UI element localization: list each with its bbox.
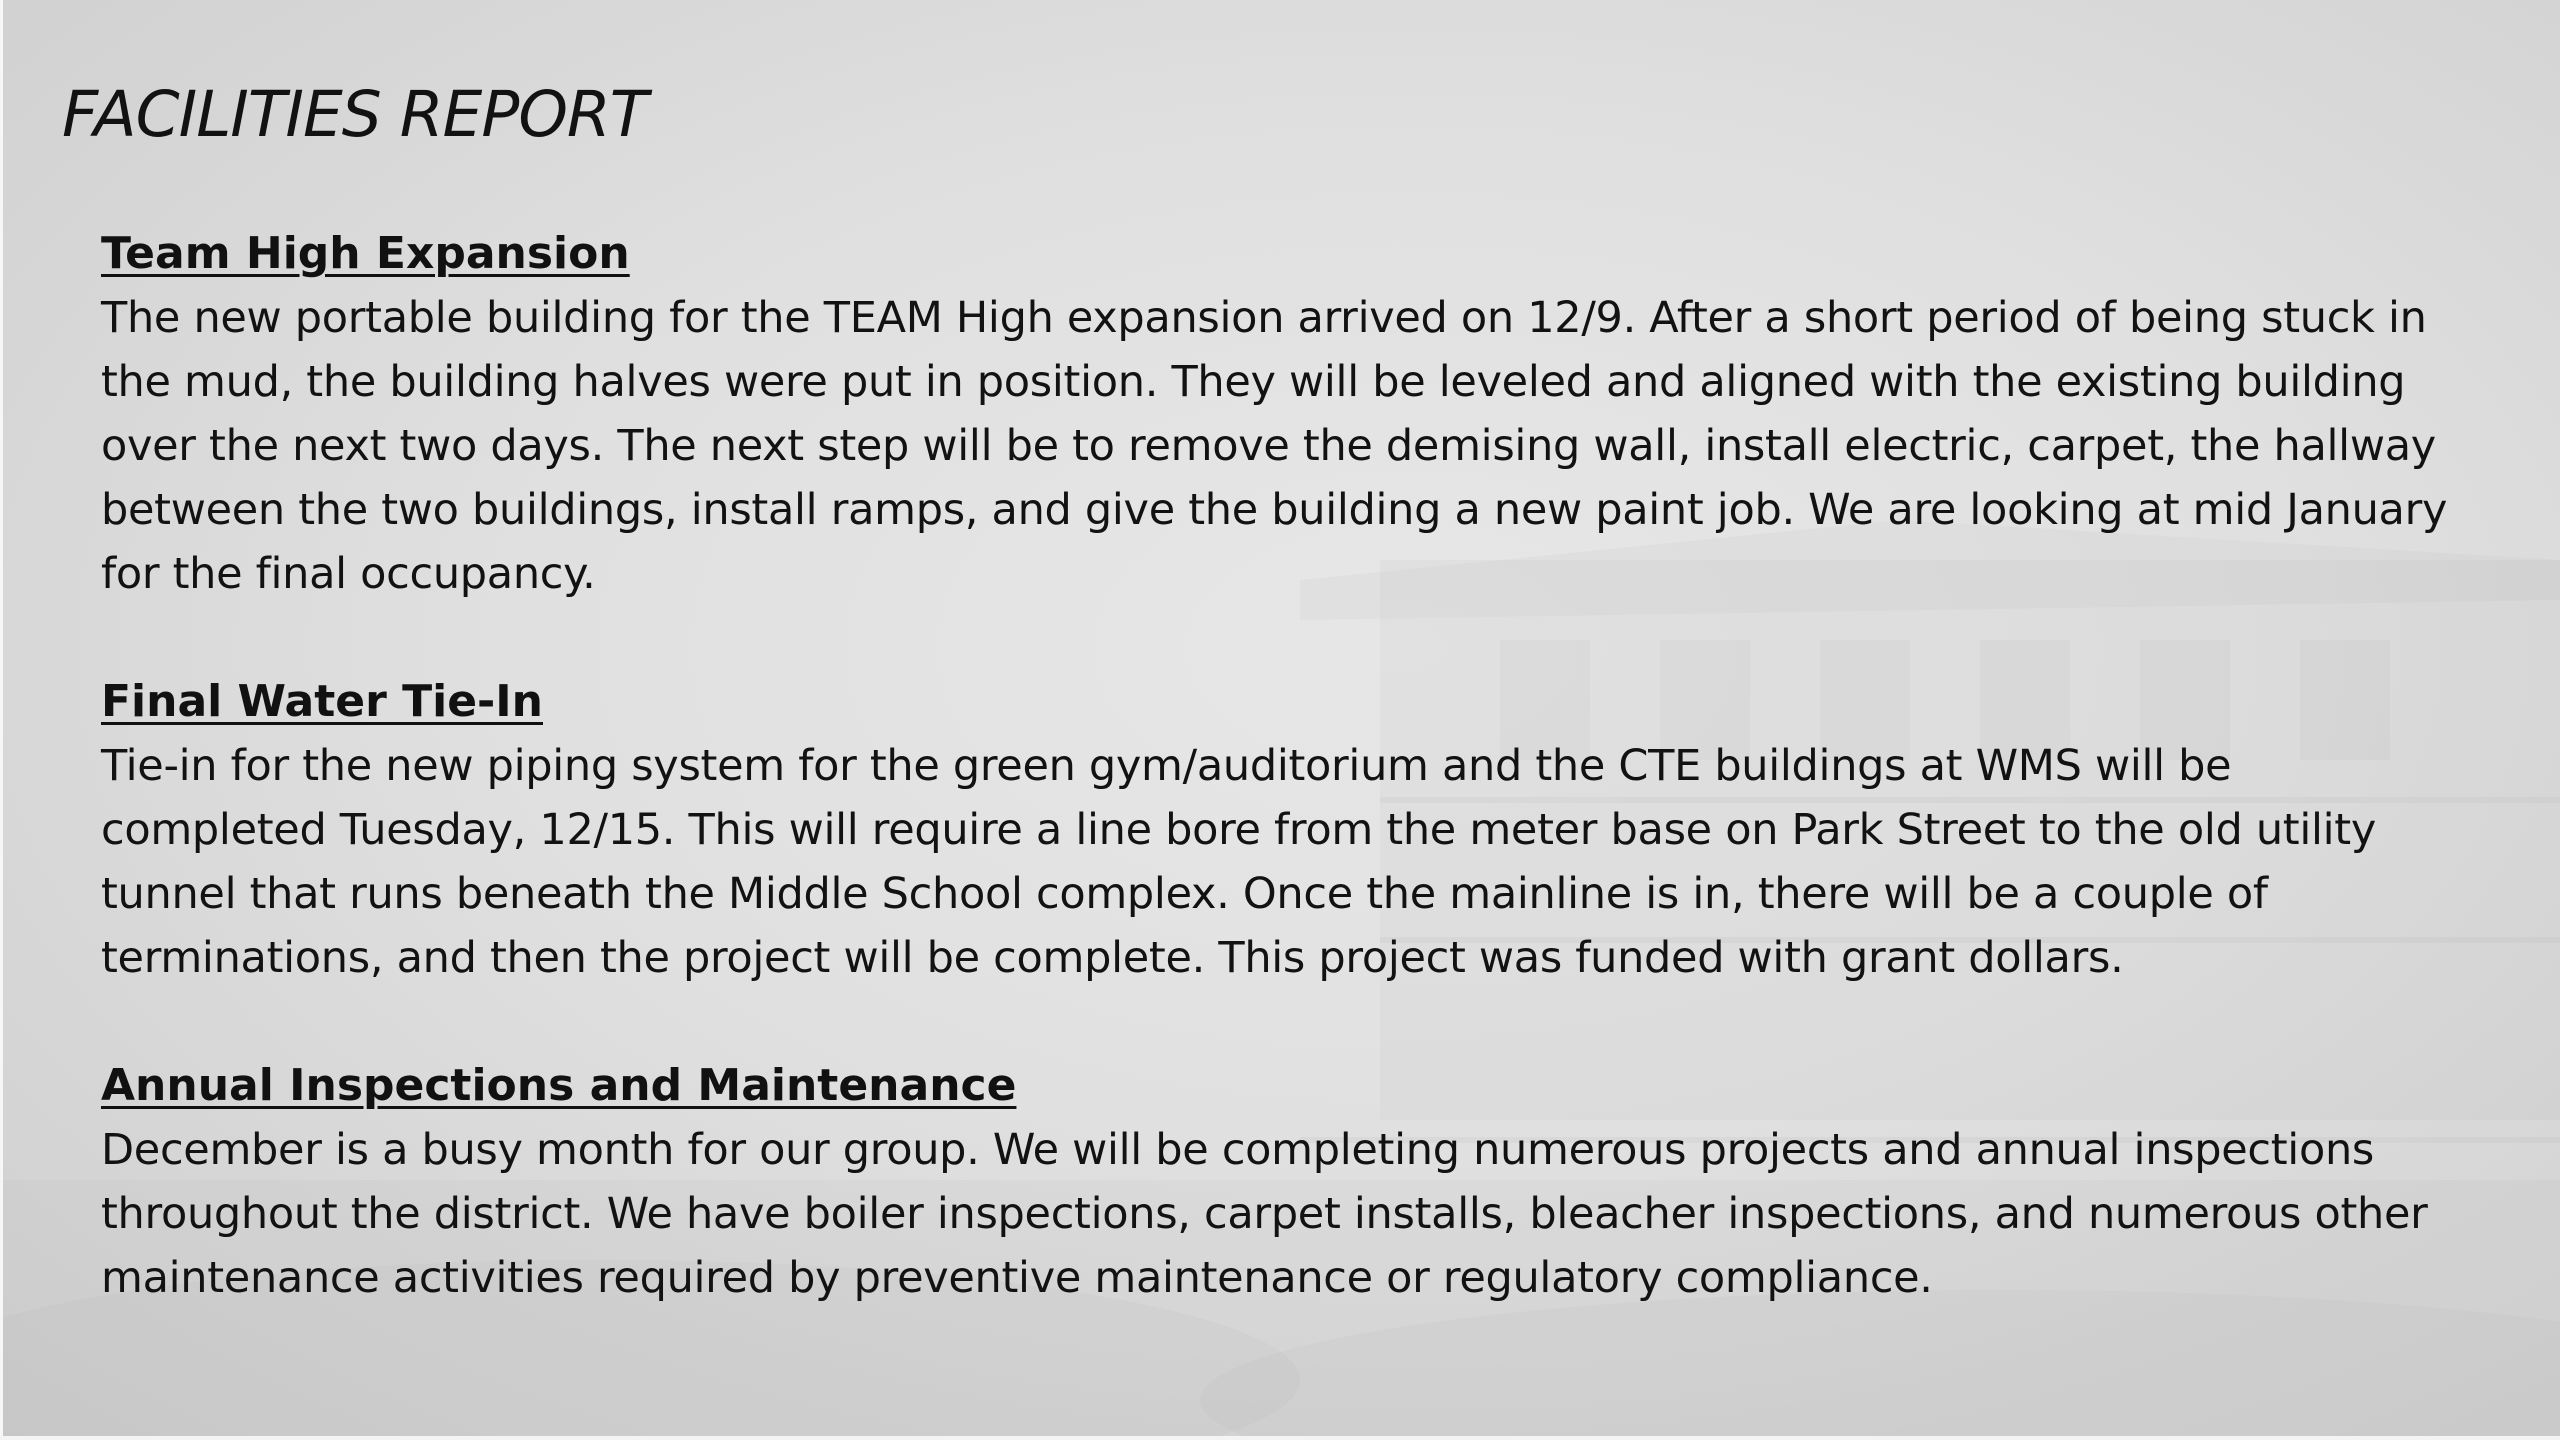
section-final-water-tie-in	[101, 670, 2461, 990]
section-annual-inspections	[101, 1054, 2461, 1310]
section-team-high-expansion	[101, 222, 2461, 606]
section-heading: Team High Expansion	[101, 228, 630, 279]
section-body: December is a busy month for our group. We will be completing numerous projects and annual inspections throughout the district. We have boiler inspections, carpet installs, bleacher inspections, and numerous other maintenance activities required by preventive maintenance or regulatory compliance.	[101, 1125, 2428, 1303]
left-edge-strip	[0, 0, 3, 1440]
report-content	[101, 222, 2461, 1374]
section-heading: Annual Inspections and Maintenance	[101, 1060, 1017, 1111]
bottom-edge-strip	[0, 1436, 2560, 1440]
section-body: The new portable building for the TEAM High expansion arrived on 12/9. After a short period of being stuck in the mud, the building halves were put in position. They will be leveled and aligned with the existing building over the next two days. The next step will be to remove the demising wall, install electric, carpet, the hallway between the two buildings, install ramps, and give the building a new paint job. We are looking at mid January for the final occupancy.	[101, 293, 2448, 599]
section-heading: Final Water Tie-In	[101, 676, 543, 727]
section-body: Tie-in for the new piping system for the green gym/auditorium and the CTE buildings at WMS will be completed Tuesday, 12/15. This will require a line bore from the meter base on Park Street to the old utility tunnel that runs beneath the Middle School complex. Once the mainline is in, there will be a couple of terminations, and then the project will be complete. This project was funded with grant dollars.	[101, 741, 2377, 983]
page-title: FACILITIES REPORT	[62, 78, 648, 151]
